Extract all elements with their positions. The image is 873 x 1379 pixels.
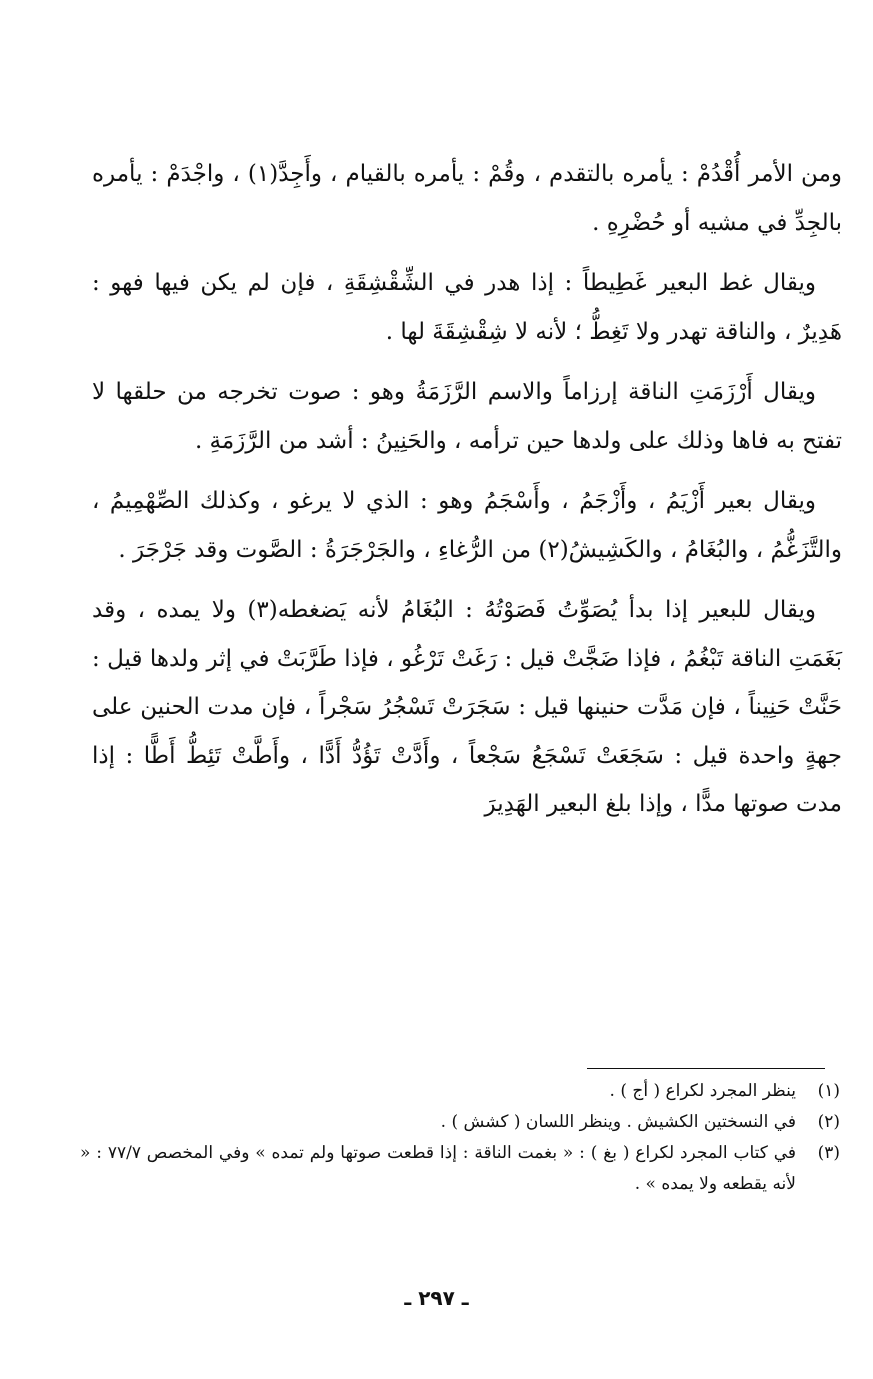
paragraph-commands: ومن الأمر أُقْدُمْ : يأمره بالتقدم ، وقُمْ : يأمره بالقيام ، وأَجِدَّ(١) ، واجْدَمْ : يأمره بالجِدِّ في مشيه أو حُضْرِهِ . — [92, 161, 842, 236]
footnote-text: ينظر المجرد لكراع ( أج ) . — [609, 1081, 796, 1101]
footnote-text: في كتاب المجرد لكراع ( بغ ) : « بغمت الناقة : إذا قطعت صوتها ولم تمده » وفي المخصص ٧٧/٧ : « لأنه يقطعه ولا يمده » . — [80, 1143, 797, 1194]
footnote-text: في النسختين الكشيش . وينظر اللسان ( كشش ) . — [440, 1112, 796, 1132]
main-text — [92, 150, 842, 841]
footnote-number: (١) — [817, 1081, 840, 1101]
footnote-1 — [80, 1076, 840, 1107]
paragraph-azyam: ويقال بعير أَزْيَمُ ، وأَزْجَمُ ، وأَسْجَمُ وهو : الذي لا يرغو ، وكذلك الصِّهْمِيمُ ، والتَّزَغُّمُ ، والبُغَامُ ، والكَشِيشُ(٢) من الرُّغاءِ ، والجَرْجَرَةُ : الصَّوت وقد جَرْجَرَ . — [92, 488, 842, 563]
paragraph-ghatit: ويقال غط البعير غَطِيطاً : إذا هدر في الشِّقْشِقَةِ ، فإن لم يكن فيها فهو : هَدِيرٌ ، والناقة تهدر ولا تَغِطُّ ؛ لأنه لا شِقْشِقَةَ لها . — [92, 270, 842, 345]
footnote-2 — [80, 1107, 840, 1138]
page-number: ـ ٢٩٧ ـ — [404, 1286, 469, 1310]
footnote-number: (٢) — [817, 1112, 840, 1132]
paragraph-irzam: ويقال أَرْزَمَتِ الناقة إرزاماً والاسم الرَّزَمَةُ وهو : صوت تخرجه من حلقها لا تفتح به فاها وذلك على ولدها حين ترأمه ، والحَنِينُ : أشد من الرَّزَمَةِ . — [92, 379, 842, 454]
footnote-number: (٣) — [817, 1143, 840, 1163]
footnote-divider — [587, 1068, 825, 1069]
footnote-3 — [80, 1138, 840, 1200]
footnotes — [80, 1076, 840, 1200]
paragraph-bugham: ويقال للبعير إذا بدأ يُصَوِّتُ فَصَوْتُهُ : البُغَامُ لأنه يَضغطه(٣) ولا يمده ، وقد بَغَمَتِ الناقة تَبْغُمُ ، فإذا ضَجَّتْ قيل : رَغَتْ تَرْغُو ، فإذا طَرَّبَتْ في إثر ولدها قيل : حَنَّتْ حَنِيناً ، فإن مَدَّت حنينها قيل : سَجَرَتْ تَسْجُرُ سَجْراً ، فإن مدت الحنين على جهةٍ واحدة قيل : سَجَعَتْ تَسْجَعُ سَجْعاً ، وأَدَّتْ تَؤُدُّ أَدًّا ، وأَطَّتْ تَئِطُّ أَطًّا : إذا مدت صوتها مدًّا ، وإذا بلغ البعير الهَدِيرَ — [92, 597, 842, 817]
